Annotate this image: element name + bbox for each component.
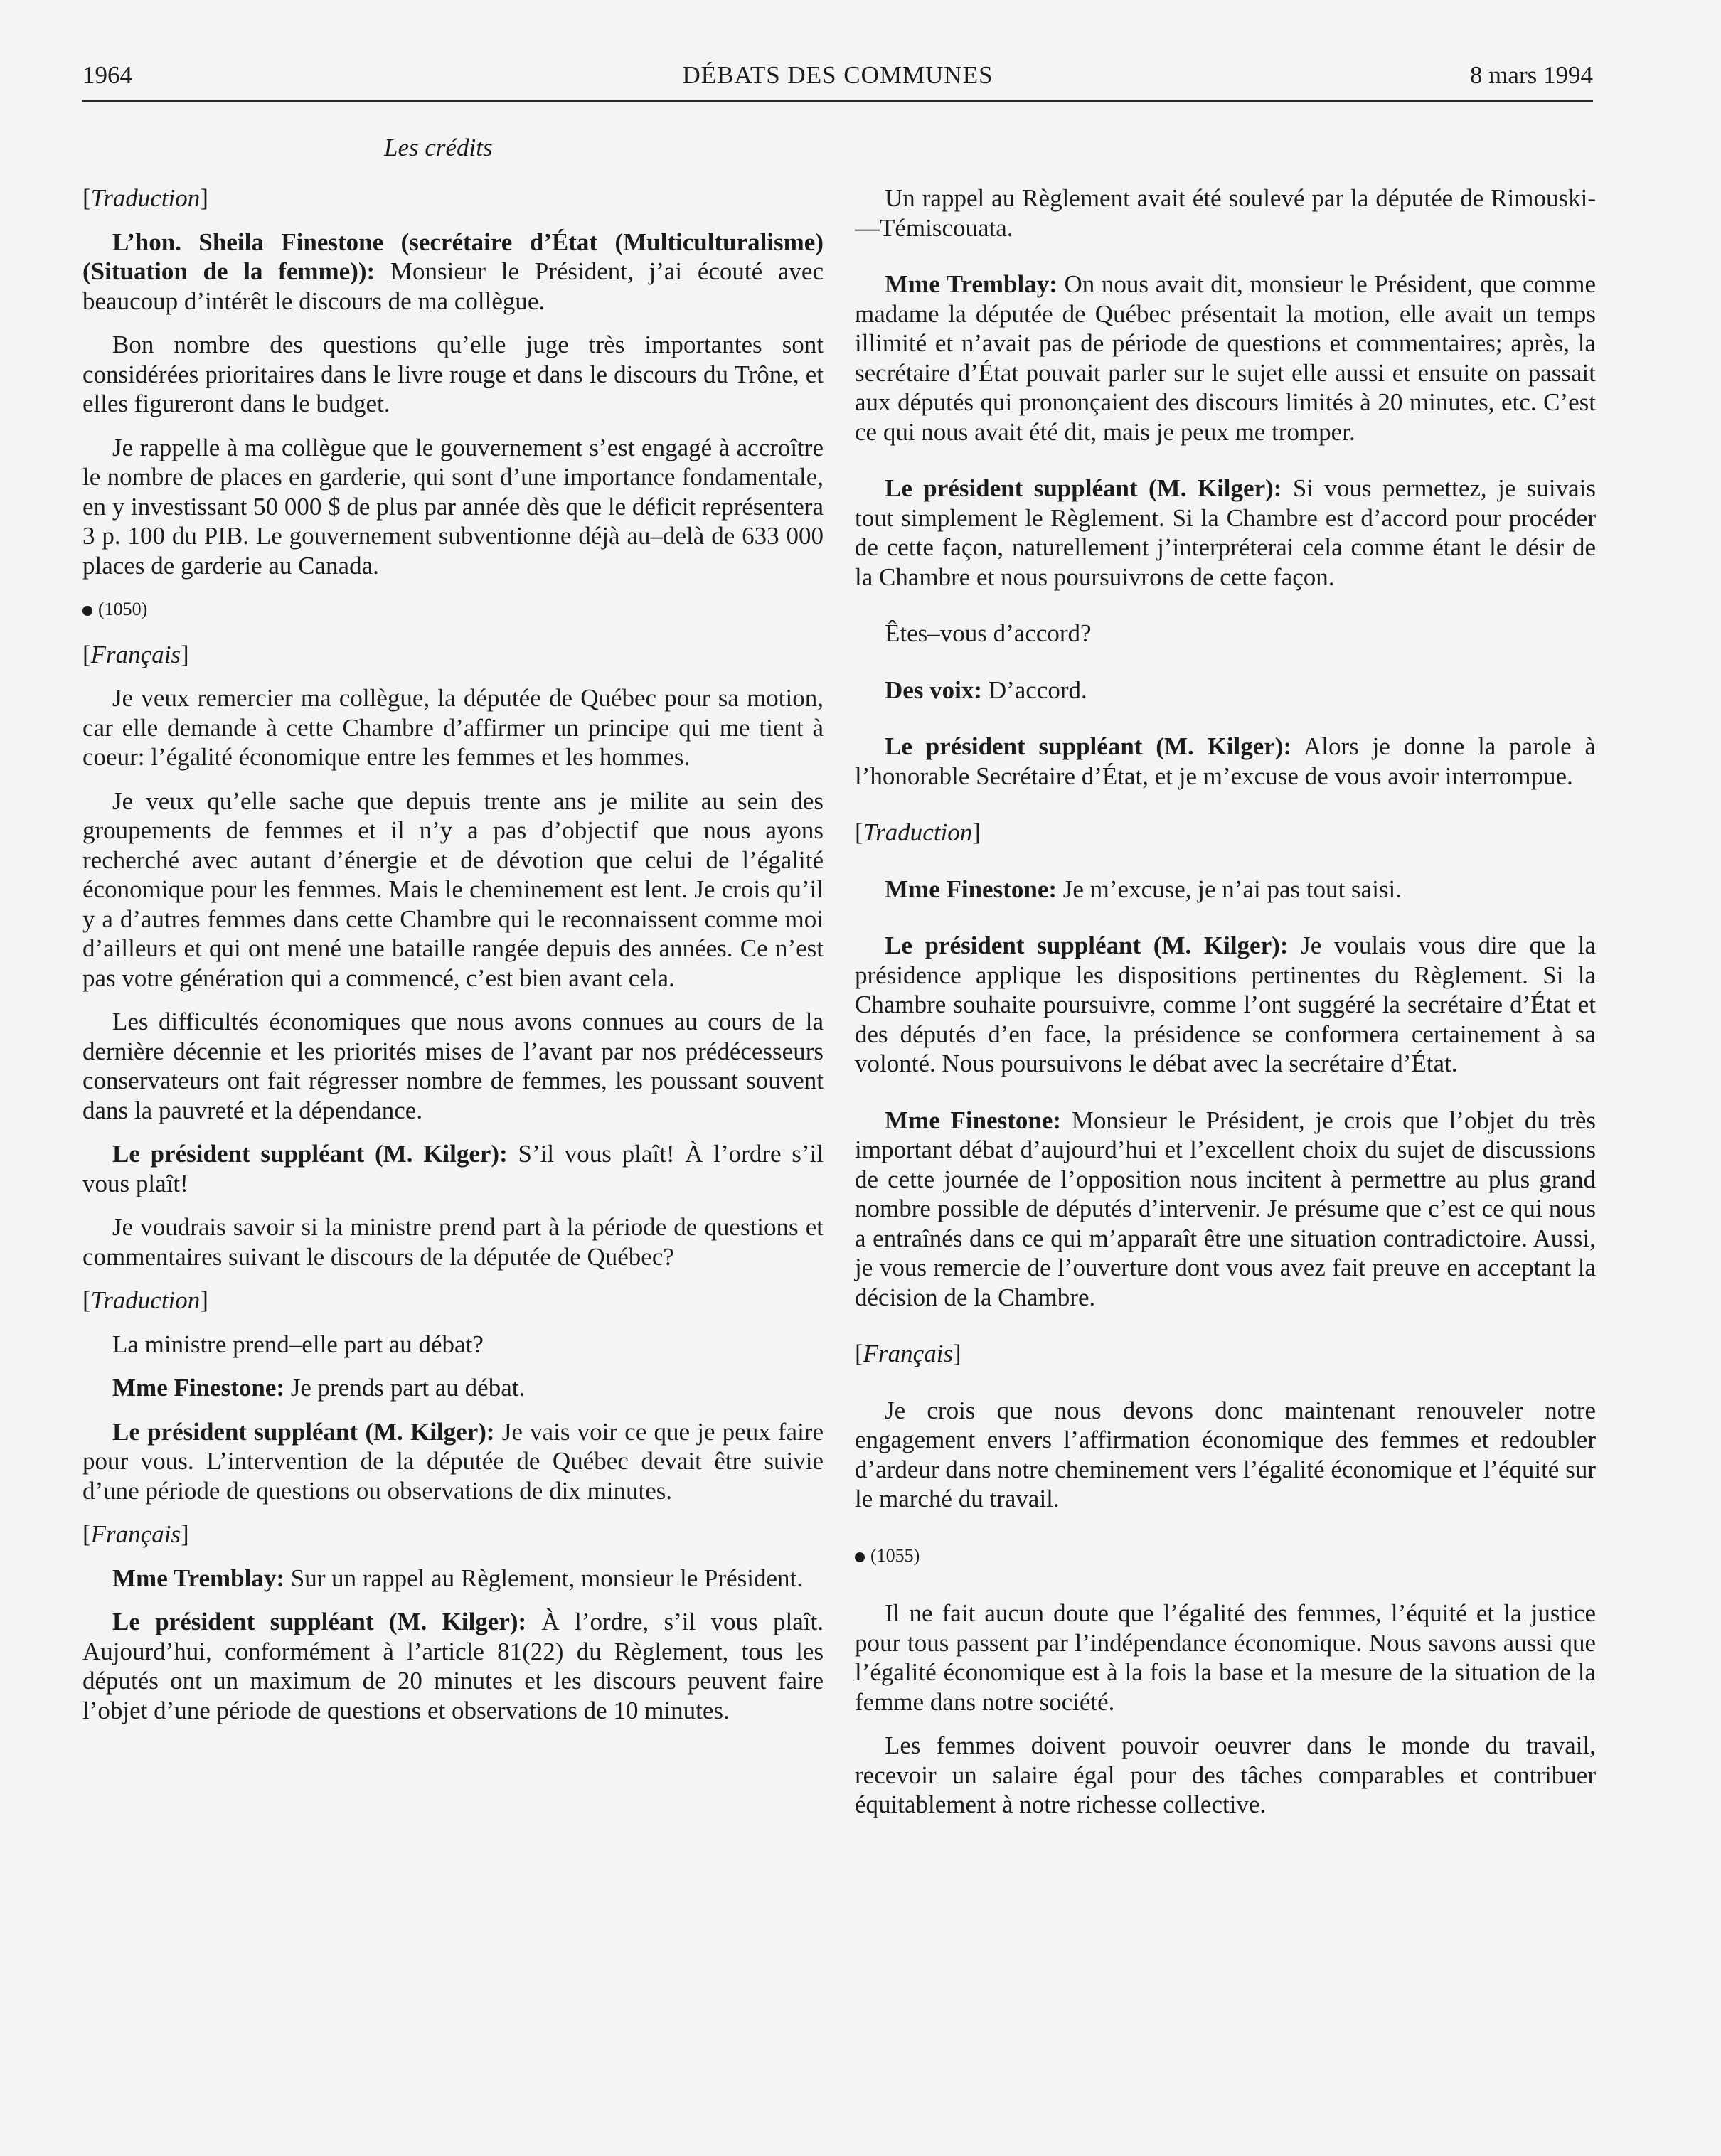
paragraph: Mme Finestone: Monsieur le Président, je crois que l’objet du très important débat d’aujourd’hui et l’excellent choix du sujet de discussions de cette journée de l’opposition nous incitent à permettre au plus grand nombre possible de députés d’intervenir. Je présume que c’est ce qui nous a entraînés dans ce qui m’apparaît être une situation contradictoire. Aussi, je vous remercie de l’ouverture dont vous avez fait preuve en acceptant la décision de la Chambre.: [855, 1106, 1596, 1311]
speaker: Le président suppléant (M. Kilger):: [112, 1417, 495, 1446]
paragraph: Mme Finestone: Je prends part au débat.: [112, 1374, 526, 1402]
paragraph: Les difficultés économiques que nous avons connues au cours de la dernière décennie et les priorités mises de l’avant par nos prédécesseurs conservateurs ont fait régresser nombre de femmes, les poussant souvent dans la pauvreté et la dépendance.: [82, 1008, 824, 1124]
paragraph: L’hon. Sheila Finestone (secrétaire d’État (Multiculturalisme) (Situation de la femme)): Monsieur le Président, j’ai écouté avec beaucoup d’intérêt le discours de ma collègue.: [82, 228, 824, 315]
language-tag: [Traduction]: [82, 1286, 208, 1314]
header-rule: [82, 100, 1593, 102]
section-title: Les crédits: [384, 134, 493, 161]
paragraph: Des voix: D’accord.: [885, 676, 1087, 704]
language-tag: [Traduction]: [855, 818, 981, 846]
speaker: L’hon. Sheila Finestone (secrétaire d’État (Multiculturalisme) (Situation de la femme)):: [82, 228, 824, 285]
page-header: [82, 61, 1593, 98]
paragraph: Le président suppléant (M. Kilger): À l’ordre, s’il vous plaît. Aujourd’hui, conformément à l’article 81(22) du Règlement, tous les députés ont un maximum de 20 minutes et les discours peuvent faire l’objet d’une période de questions et observations de 10 minutes.: [82, 1608, 824, 1724]
paragraph: Je voudrais savoir si la ministre prend part à la période de questions et commentaires suivant le discours de la députée de Québec?: [82, 1213, 824, 1271]
paragraph: Le président suppléant (M. Kilger): Je voulais vous dire que la présidence applique les dispositions pertinentes du Règlement. Si la Chambre souhaite poursuivre, comme l’ont suggéré la secrétaire d’État et des députés d’en face, la présidence se conformera certainement à sa volonté. Nous poursuivons le débat avec la secrétaire d’État.: [855, 932, 1596, 1077]
bullet-icon: [855, 1552, 865, 1562]
speaker: Le président suppléant (M. Kilger):: [112, 1608, 527, 1635]
speaker: Le président suppléant (M. Kilger):: [885, 474, 1282, 502]
paragraph: Bon nombre des questions qu’elle juge très importantes sont considérées prioritaires dans le livre rouge et dans le discours du Trône, et elles figureront dans le budget.: [82, 331, 824, 417]
paragraph: Le président suppléant (M. Kilger): Si vous permettez, je suivais tout simplement le Règlement. Si la Chambre est d’accord pour procéder de cette façon, naturellement j’interpréterai cela comme étant le désir de la Chambre et nous poursuivrons de cette façon.: [855, 474, 1596, 591]
paragraph: Je veux qu’elle sache que depuis trente ans je milite au sein des groupements de femmes et il n’y a pas d’objectif que nous ayons recherché avec autant d’énergie et de dévotion que celui de l’égalité économique pour les femmes. Mais le cheminement est lent. Je crois qu’il y a d’autres femmes dans cette Chambre qui le reconnaissent comme moi d’ailleurs et qui ont mené une bataille rangée depuis des années. Ce n’est pas votre génération qui a commencé, c’est bien avant cela.: [82, 786, 824, 992]
page-number: 1964: [82, 61, 132, 89]
paragraph: Le président suppléant (M. Kilger): Alors je donne la parole à l’honorable Secrétaire d’État, et je m’excuse de vous avoir interrompue.: [855, 732, 1596, 790]
paragraph: Les femmes doivent pouvoir oeuvrer dans le monde du travail, recevoir un salaire égal pour des tâches comparables et contribuer équitablement à notre richesse collective.: [855, 1731, 1596, 1818]
bullet-icon: [82, 606, 92, 616]
language-tag: [Traduction]: [82, 184, 208, 212]
language-tag: [Français]: [82, 1520, 189, 1548]
left-column: [82, 183, 824, 1739]
speaker: Le président suppléant (M. Kilger):: [885, 932, 1289, 959]
speaker: Mme Finestone:: [885, 875, 1057, 903]
right-column: [855, 183, 1596, 1834]
paragraph: Il ne fait aucun doute que l’égalité des femmes, l’équité et la justice pour tous passent par l’indépendance économique. Nous savons aussi que l’égalité économique est à la fois la base et la mesure de la situation de la femme dans notre société.: [855, 1599, 1596, 1716]
paragraph: Je rappelle à ma collègue que le gouvernement s’est engagé à accroître le nombre de places en garderie, qui sont d’une importance fondamentale, en y investissant 50 000 $ de plus par année dès que le déficit représentera 3 p. 100 du PIB. Le gouvernement subventionne déjà au–delà de 633 000 places de garderie au Canada.: [82, 433, 824, 580]
paragraph: Le président suppléant (M. Kilger): S’il vous plaît! À l’ordre s’il vous plaît!: [82, 1140, 824, 1197]
speaker: Mme Tremblay:: [885, 270, 1057, 298]
paragraph: La ministre prend–elle part au débat?: [112, 1330, 484, 1358]
speaker: Mme Finestone:: [112, 1374, 285, 1402]
publication-title: DÉBATS DES COMMUNES: [682, 61, 993, 89]
time-marker: (1055): [855, 1541, 1596, 1571]
paragraph: Mme Tremblay: Sur un rappel au Règlement, monsieur le Président.: [112, 1564, 804, 1592]
language-tag: [Français]: [855, 1340, 961, 1367]
paragraph: Le président suppléant (M. Kilger): Je vais voir ce que je peux faire pour vous. L’intervention de la députée de Québec devait être suivie d’une période de questions ou observations de dix minutes.: [82, 1417, 824, 1505]
paragraph: Un rappel au Règlement avait été soulevé par la députée de Rimouski-—Témiscouata.: [855, 184, 1596, 242]
paragraph: Je veux remercier ma collègue, la députée de Québec pour sa motion, car elle demande à cette Chambre d’affirmer un principe qui me tient à coeur: l’égalité économique entre les femmes et les hommes.: [82, 684, 824, 771]
issue-date: 8 mars 1994: [1469, 61, 1593, 89]
paragraph: Êtes–vous d’accord?: [885, 619, 1092, 647]
speaker: Des voix:: [885, 676, 983, 704]
time-marker: (1050): [82, 594, 824, 624]
speaker: Le président suppléant (M. Kilger):: [885, 732, 1292, 760]
language-tag: [Français]: [82, 640, 189, 668]
speaker: Mme Finestone:: [885, 1106, 1062, 1134]
speaker: Le président suppléant (M. Kilger):: [112, 1140, 508, 1168]
paragraph: Mme Tremblay: On nous avait dit, monsieur le Président, que comme madame la députée de Québec présentait la motion, elle avait un temps illimité et n’avait pas de période de questions et commentaires; après, la secrétaire d’État pouvait parler sur le sujet elle aussi et ensuite on passait aux députés qui prononçaient des discours limités à 20 minutes, etc. C’est ce qui nous avait été dit, mais je peux me tromper.: [855, 270, 1596, 446]
speaker: Mme Tremblay:: [112, 1564, 285, 1592]
paragraph: Je crois que nous devons donc maintenant renouveler notre engagement envers l’affirmation économique des femmes et redoubler d’ardeur dans notre cheminement vers l’égalité économique et l’équité sur le marché du travail.: [855, 1396, 1596, 1512]
paragraph: Mme Finestone: Je m’excuse, je n’ai pas tout saisi.: [885, 875, 1402, 903]
